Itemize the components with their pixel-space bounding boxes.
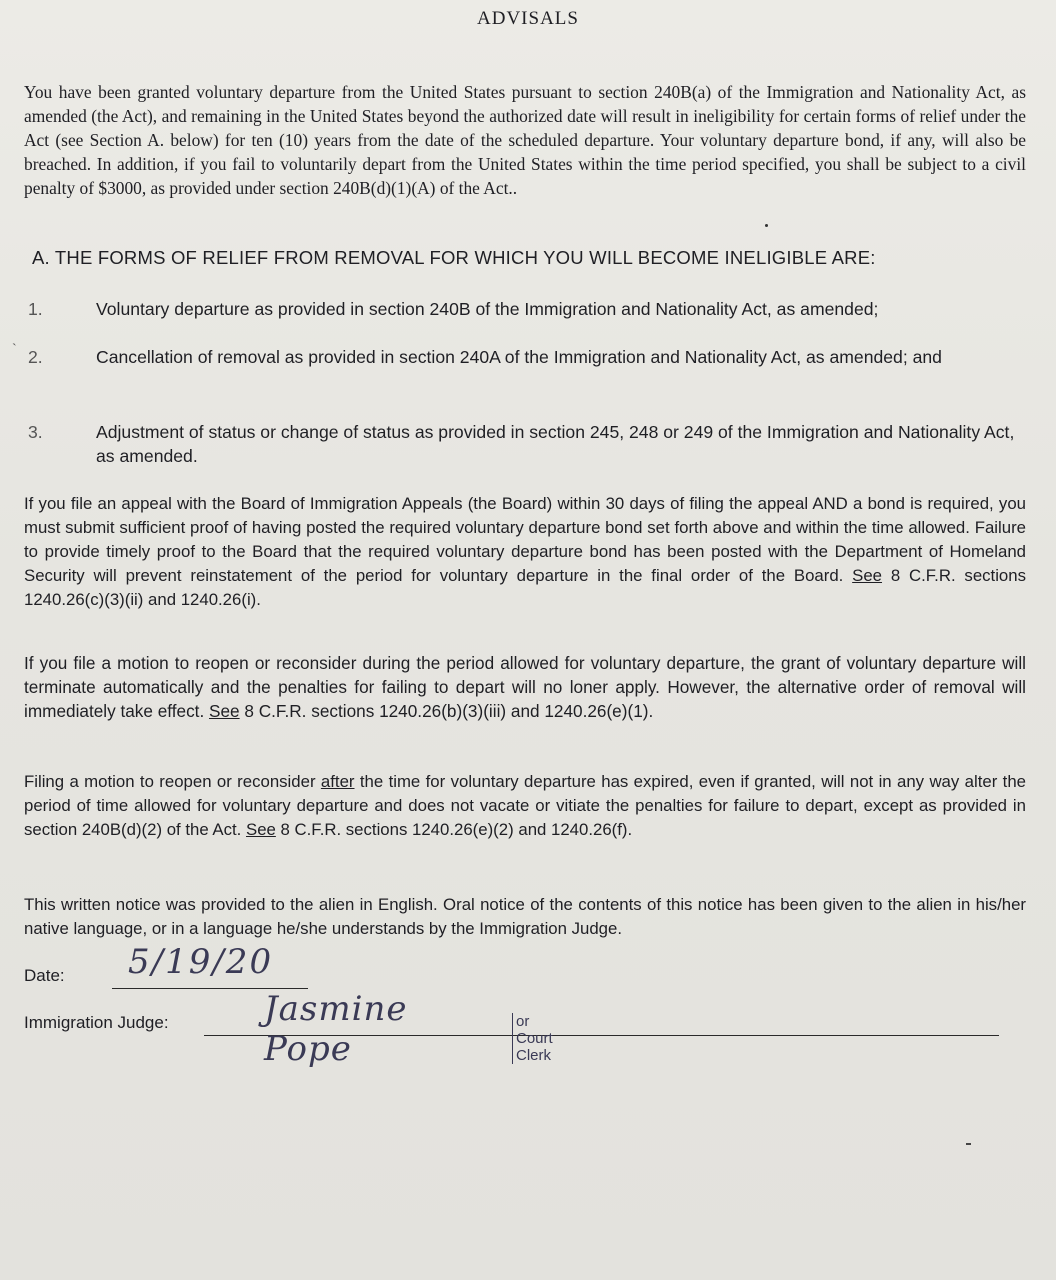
judge-signature: Jasmine Pope bbox=[264, 989, 408, 1069]
after-emphasis: after bbox=[320, 772, 355, 791]
stray-mark bbox=[966, 1143, 971, 1145]
stray-mark bbox=[765, 224, 768, 227]
motion-citation: 8 C.F.R. sections 1240.26(b)(3)(iii) and 1240.26(e)(1). bbox=[239, 701, 654, 721]
relief-item-2 bbox=[28, 345, 1028, 369]
motion-text: If you file a motion to reopen or reconsider during the period allowed for voluntary departure, the grant of voluntary departure will terminate automatically and the penalties for failing to depart will no loner apply. However, the alternative order of removal will immediately take effect. bbox=[24, 653, 1026, 721]
item-text: Cancellation of removal as provided in section 240A of the Immigration and Nationality Act, as amended; and bbox=[96, 347, 942, 367]
margin-tick-mark: ` bbox=[12, 342, 17, 357]
item-number: 3. bbox=[28, 422, 43, 442]
see-reference: See bbox=[209, 701, 240, 721]
judge-row bbox=[24, 989, 553, 1069]
filing-paragraph bbox=[24, 770, 1026, 842]
appeal-paragraph bbox=[24, 492, 1026, 612]
relief-item-3 bbox=[28, 420, 1028, 468]
document-title: ADVISALS bbox=[477, 8, 579, 29]
filing-citation: 8 C.F.R. sections 1240.26(e)(2) and 1240.26(f). bbox=[275, 820, 633, 839]
see-reference: See bbox=[246, 820, 276, 839]
motion-paragraph bbox=[24, 651, 1026, 723]
appeal-citation: 8 C.F.R. sections 1240.26(c)(3)(ii) and 1240.26(i). bbox=[24, 566, 1026, 609]
section-a-heading: A. THE FORMS OF RELIEF FROM REMOVAL FOR WHICH YOU WILL BECOME INELIGIBLE ARE: bbox=[32, 247, 876, 268]
intro-paragraph: You have been granted voluntary departure from the United States pursuant to section 240B(a) of the Immigration and Nationality Act, as amended (the Act), and remaining in the United States beyond the authorized date will result in ineligibility for certain forms of relief under the Act (see Section A. below) for ten (10) years from the date of the scheduled departure. Your voluntary departure bond, if any, will also be breached. In addition, if you fail to voluntarily depart from the United States within the time period specified, you shall be subject to a civil penalty of $3000, as provided under section 240B(d)(1)(A) of the Act.. bbox=[24, 82, 1026, 198]
date-row bbox=[24, 942, 274, 986]
notice-paragraph: This written notice was provided to the alien in English. Oral notice of the contents of this notice has been given to the alien in his/her native language, or in a language he/she understands by the Immigration Judge. bbox=[24, 895, 1026, 938]
filing-text-2: the time for voluntary departure has expired, even if granted, will not in any way alter the period of time allowed for voluntary departure and does not vacate or vitiate the penalties for failure to depart, except as provided in section 240B(d)(2) of the Act. bbox=[24, 772, 1026, 839]
handwritten-date: 5/19/20 bbox=[128, 942, 274, 982]
see-reference: See bbox=[852, 566, 883, 585]
item-number: 2. bbox=[28, 347, 43, 367]
relief-item-1 bbox=[28, 297, 1028, 321]
date-label: Date: bbox=[24, 966, 65, 985]
filing-text-1: Filing a motion to reopen or reconsider bbox=[24, 772, 321, 791]
item-number: 1. bbox=[28, 299, 43, 319]
court-clerk-note: or Court Clerk bbox=[512, 1013, 553, 1064]
judge-label: Immigration Judge: bbox=[24, 1013, 169, 1032]
item-text: Adjustment of status or change of status as provided in section 245, 248 or 249 of the Immigration and Nationality Act, as amended. bbox=[96, 422, 1015, 466]
appeal-text: If you file an appeal with the Board of Immigration Appeals (the Board) within 30 days of filing the appeal AND a bond is required, you must submit sufficient proof of having posted the required voluntary departure bond set forth above and within the time allowed. Failure to provide timely proof to the Board that the required voluntary departure bond has been posted with the Department of Homeland Security will prevent reinstatement of the period for voluntary departure in the final order of the Board. bbox=[24, 494, 1026, 585]
item-text: Voluntary departure as provided in section 240B of the Immigration and Nationality Act, as amended; bbox=[96, 299, 879, 319]
